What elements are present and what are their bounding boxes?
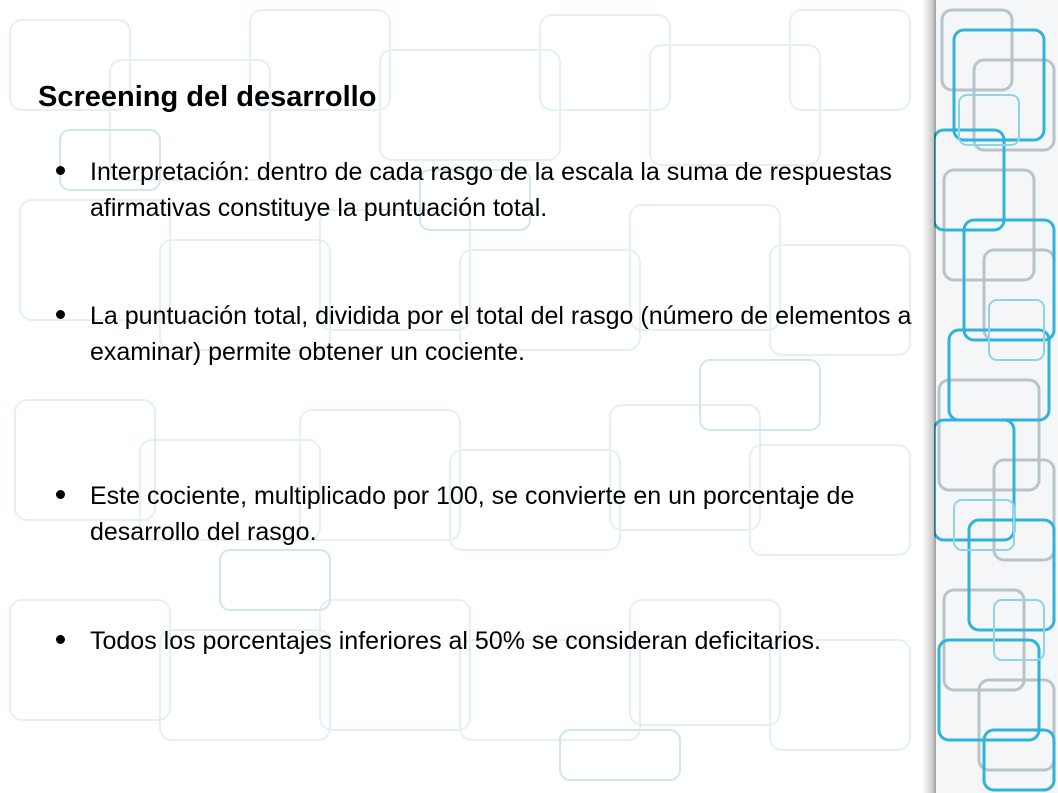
side-pattern (934, 0, 1058, 793)
bullet-point-icon (56, 310, 65, 319)
bullet-point-icon (56, 490, 65, 499)
slide-title: Screening del desarrollo (38, 81, 377, 113)
bullet-text: Interpretación: dentro de cada rasgo de la escala la suma de respuestas afirmativas constituye la puntuación total. (90, 158, 892, 222)
bullet-point-icon (56, 166, 65, 175)
bullet-text: Este cociente, multiplicado por 100, se convierte en un porcentaje de desarrollo del rasgo. (90, 482, 855, 546)
decorative-side-panel (934, 0, 1058, 793)
bullet-text: Todos los porcentajes inferiores al 50% se consideran deficitarios. (90, 627, 821, 655)
page-edge-shadow (922, 0, 936, 793)
bullet-point-icon (56, 635, 65, 644)
bullet-text: La puntuación total, dividida por el total del rasgo (número de elementos a examinar) permite obtener un cociente. (90, 302, 912, 366)
